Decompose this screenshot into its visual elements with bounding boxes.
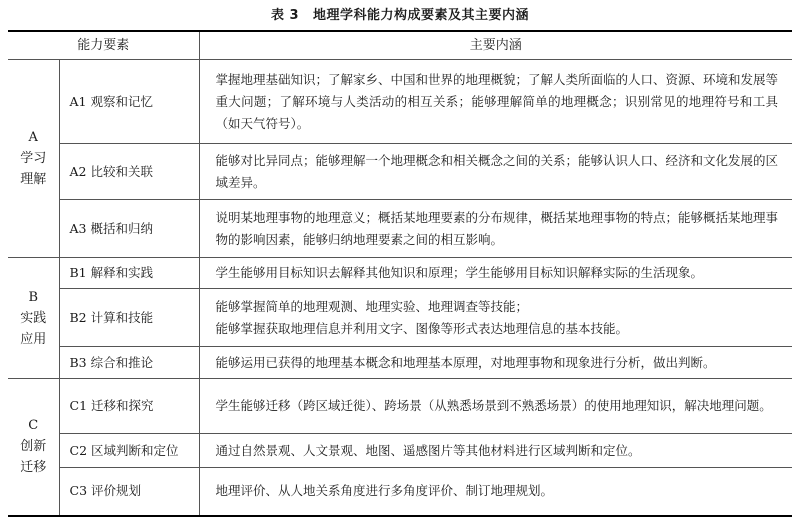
group-cell-b: [8, 258, 59, 379]
meaning-cell: 能够对比异同点；能够理解一个地理概念和相关概念之间的关系；能够认识人口、经济和文化发展的区域差异。: [199, 144, 792, 200]
element-cell: B2 计算和技能: [59, 289, 199, 347]
group-code: A: [28, 130, 38, 145]
group-code: C: [28, 418, 39, 434]
ability-elements-table: [8, 30, 792, 517]
table-row: [8, 258, 792, 289]
table-row: [8, 468, 792, 516]
group-cell-a: [8, 60, 59, 258]
meaning-cell: 能够运用已获得的地理基本概念和地理基本原理，对地理事物和现象进行分析，做出判断。: [199, 347, 792, 379]
meaning-cell: [199, 289, 792, 347]
meaning-cell: 学生能够迁移（跨区域迁徙）、跨场景（从熟悉场景到不熟悉场景）的使用地理知识，解决地理问题。: [199, 379, 792, 434]
table-row: [8, 434, 792, 468]
group-name-line1: 创新: [20, 439, 47, 455]
table-number: 表 3: [270, 8, 300, 23]
group-code: B: [28, 289, 39, 305]
meaning-cell: 掌握地理基础知识；了解家乡、中国和世界的地理概貌；了解人类所面临的人口、资源、环境和发展等重大问题；了解环境与人类活动的相互关系；能够理解简单的地理概念；识别常见的地理符号和工具（如天气符号）。: [199, 60, 792, 144]
element-cell: A1 观察和记忆: [59, 60, 199, 144]
group-name-line2: 应用: [20, 331, 47, 347]
group-name-line1: 学习: [20, 151, 47, 166]
table-row: [8, 347, 792, 379]
meaning-line: 能够掌握简单的地理观测、地理实验、地理调查等技能；: [215, 298, 529, 314]
element-cell: C2 区域判断和定位: [59, 434, 199, 468]
table-row: [8, 379, 792, 434]
header-main-meaning: 主要内涵: [199, 31, 792, 60]
group-name-line2: 迁移: [20, 460, 47, 476]
meaning-line: 能够掌握获取地理信息并利用文字、图像等形式表达地理信息的基本技能。: [215, 320, 629, 336]
element-cell: C3 评价规划: [59, 468, 199, 516]
group-name-line2: 理解: [20, 172, 47, 187]
table-caption: [0, 4, 800, 23]
meaning-cell: 说明某地理事物的地理意义；概括某地理要素的分布规律，概括某地理事物的特点；能够概括某地理事物的影响因素，能够归纳地理要素之间的相互影响。: [199, 200, 792, 258]
meaning-cell: 通过自然景观、人文景观、地图、遥感图片等其他材料进行区域判断和定位。: [199, 434, 792, 468]
table-row: [8, 289, 792, 347]
table-row: [8, 60, 792, 144]
group-name-line1: 实践: [20, 310, 47, 326]
header-ability-element: 能力要素: [8, 31, 199, 60]
table-title: 地理学科能力构成要素及其主要内涵: [313, 8, 530, 23]
element-cell: A2 比较和关联: [59, 144, 199, 200]
group-cell-c: [8, 379, 59, 516]
element-cell: B3 综合和推论: [59, 347, 199, 379]
meaning-cell: 学生能够用目标知识去解释其他知识和原理；学生能够用目标知识解释实际的生活现象。: [199, 258, 792, 289]
element-cell: A3 概括和归纳: [59, 200, 199, 258]
element-cell: C1 迁移和探究: [59, 379, 199, 434]
element-cell: B1 解释和实践: [59, 258, 199, 289]
table-row: [8, 200, 792, 258]
meaning-cell: 地理评价、从人地关系角度进行多角度评价、制订地理规划。: [199, 468, 792, 516]
header-row: [8, 31, 792, 60]
table-row: [8, 144, 792, 200]
